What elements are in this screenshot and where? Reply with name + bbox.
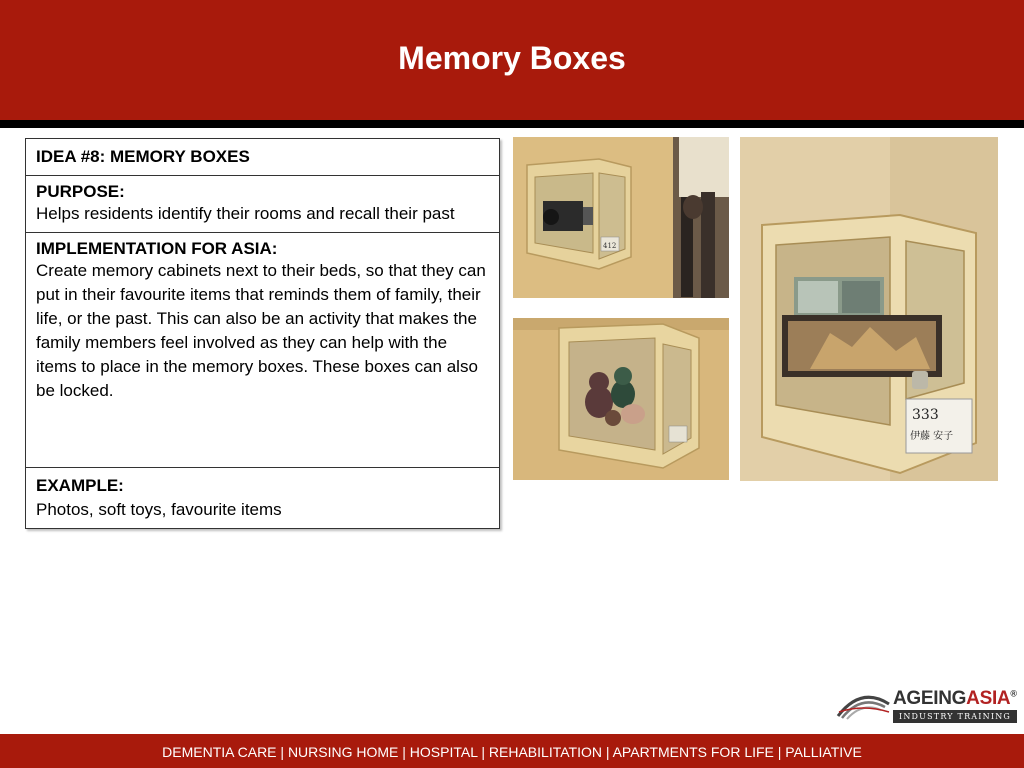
ageingasia-logo	[835, 688, 1020, 724]
logo-registered-mark: ®	[1010, 688, 1017, 699]
photo1-room-number: 412	[603, 242, 617, 250]
purpose-cell	[26, 176, 500, 233]
photo-memory-box-camera	[513, 137, 729, 298]
logo-subtitle: INDUSTRY TRAINING	[893, 710, 1017, 723]
footer-text: DEMENTIA CARE | NURSING HOME | HOSPITAL | REHABILITATION | APARTMENTS FOR LIFE | PALLIATIVE	[162, 744, 862, 760]
table-row-implementation	[26, 233, 500, 468]
table-row-title	[26, 139, 500, 176]
idea-title-cell	[26, 139, 500, 176]
photo-memory-box-carving	[740, 137, 998, 481]
implementation-label: IMPLEMENTATION FOR ASIA:	[36, 239, 278, 258]
table-row-purpose	[26, 176, 500, 233]
purpose-label: PURPOSE:	[36, 182, 125, 201]
logo-brand	[893, 688, 1017, 710]
photo3-room-number: 333	[912, 407, 939, 423]
page-title: Memory Boxes	[398, 40, 626, 76]
header-divider	[0, 120, 1024, 128]
photo-memory-box-toys	[513, 318, 729, 480]
photo3-name-label: 伊藤 安子	[910, 431, 954, 442]
implementation-text: Create memory cabinets next to their beds, so that they can put in their favourite items that reminds them of family, their life, or the past. This can also be an activity that makes the family members feel involved as they can help with the items to place in the memory boxes. These boxes can also be locked.	[36, 261, 486, 400]
table-row-example	[26, 468, 500, 529]
header-bar	[0, 0, 1024, 120]
example-cell	[26, 468, 500, 529]
implementation-cell	[26, 233, 500, 468]
idea-title: IDEA #8: MEMORY BOXES	[36, 147, 250, 166]
idea-table	[25, 138, 500, 529]
footer-bar	[0, 734, 1024, 768]
logo-swoosh-icon	[835, 690, 891, 722]
logo-brand-part1: AGEING	[893, 688, 967, 709]
purpose-text: Helps residents identify their rooms and recall their past	[36, 204, 455, 223]
example-text: Photos, soft toys, favourite items	[36, 500, 282, 519]
logo-brand-part2: ASIA	[966, 688, 1011, 709]
example-label: EXAMPLE:	[36, 476, 124, 495]
